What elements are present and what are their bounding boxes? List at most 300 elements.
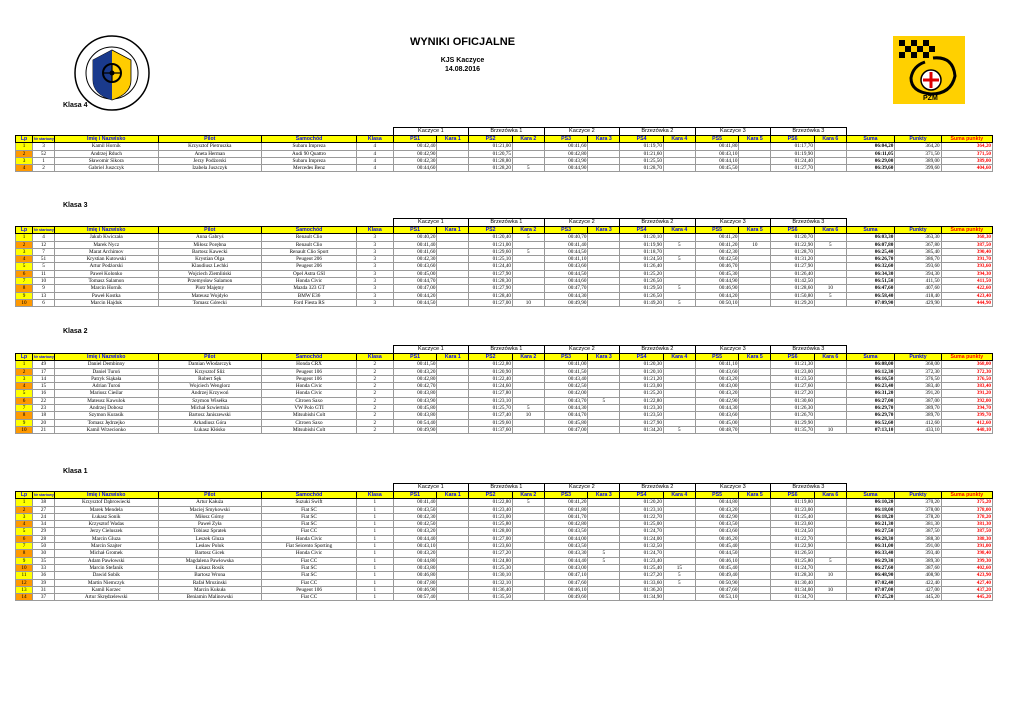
event-name: KJS Kaczyce xyxy=(440,57,485,64)
cell-ps3: 00:49,60 xyxy=(544,594,588,601)
column-header-sum-time: Suma xyxy=(846,227,895,234)
stage-group-header: Kaczyce 2 xyxy=(544,484,620,492)
cell-kara3 xyxy=(588,543,620,550)
cell-ps6: 01:30,40 xyxy=(771,579,815,586)
cell-ps1: 00:43,20 xyxy=(393,550,437,557)
cell-lp: 10 xyxy=(16,564,33,571)
column-header-total-points: Suma punkty xyxy=(941,227,992,234)
cell-start-number: 22 xyxy=(33,397,55,404)
cell-kara5 xyxy=(739,405,771,412)
cell-start-number: 10 xyxy=(33,278,55,285)
cell-kara5 xyxy=(739,165,771,172)
cell-ps1: 00:43,60 xyxy=(393,263,437,270)
column-header-lp: Lp xyxy=(16,136,33,143)
cell-ps5: 00:44,10 xyxy=(695,157,739,164)
cell-points: 389,70 xyxy=(895,412,941,419)
table-row xyxy=(16,594,993,601)
cell-kara3 xyxy=(588,241,620,248)
results-table xyxy=(15,218,993,307)
cell-kara3: 5 xyxy=(588,397,620,404)
cell-sum-time: 06:07,80 xyxy=(846,241,895,248)
cell-ps3: 00:44,70 xyxy=(544,412,588,419)
cell-points: 387,00 xyxy=(895,397,941,404)
cell-ps3: 00:41,50 xyxy=(544,368,588,375)
table-row xyxy=(16,521,993,528)
cell-ps1: 00:45,80 xyxy=(393,405,437,412)
table-row xyxy=(16,550,993,557)
cell-ps6: 01:27,20 xyxy=(771,390,815,397)
cell-ps1: 00:44,40 xyxy=(393,535,437,542)
stage-group-header: Brzezówka 2 xyxy=(620,484,696,492)
cell-ps6: 01:26,40 xyxy=(771,270,815,277)
cell-kara6: 10 xyxy=(814,586,846,593)
cell-kara4 xyxy=(663,412,695,419)
cell-kara1 xyxy=(437,375,469,382)
cell-ps6: 01:21,30 xyxy=(771,361,815,368)
results-table xyxy=(15,483,993,601)
cell-kara6: 5 xyxy=(814,292,846,299)
cell-points: 389,30 xyxy=(895,557,941,564)
table-row xyxy=(16,263,993,270)
cell-ps3: 00:49,90 xyxy=(544,299,588,306)
cell-ps2: 01:23,40 xyxy=(469,506,513,513)
cell-kara6 xyxy=(814,278,846,285)
cell-total-points: 371,50 xyxy=(941,150,992,157)
stage-group-header: Kaczyce 3 xyxy=(695,484,771,492)
cell-sum-time: 06:27,60 xyxy=(846,564,895,571)
cell-ps5: 00:43,60 xyxy=(695,528,739,535)
cell-ps3: 00:43,00 xyxy=(544,564,588,571)
column-header-kara4: Kara 4 xyxy=(663,354,695,361)
cell-lp: 14 xyxy=(16,594,33,601)
cell-ps6: 01:30,60 xyxy=(771,397,815,404)
cell-sum-time: 06:26,70 xyxy=(846,256,895,263)
cell-sum-time: 06:29,70 xyxy=(846,405,895,412)
cell-total-points: 411,50 xyxy=(941,278,992,285)
cell-total-points: 364,20 xyxy=(941,143,992,150)
cell-total-points: 383,40 xyxy=(941,383,992,390)
cell-class: 4 xyxy=(357,150,394,157)
cell-ps4: 01:33,60 xyxy=(620,579,664,586)
cell-kara5 xyxy=(739,375,771,382)
cell-kara5 xyxy=(739,528,771,535)
cell-ps3: 00:47,60 xyxy=(544,579,588,586)
cell-class: 3 xyxy=(357,299,394,306)
cell-car: Peugeot 106 xyxy=(262,586,357,593)
cell-kara5 xyxy=(739,572,771,579)
cell-kara1 xyxy=(437,499,469,506)
cell-kara2 xyxy=(512,375,544,382)
cell-car: Peugeot 206 xyxy=(262,256,357,263)
cell-kara6 xyxy=(814,412,846,419)
column-header-ps6: PS6 xyxy=(771,492,815,499)
cell-total-points: 391,00 xyxy=(941,543,992,550)
column-header-ps5: PS5 xyxy=(695,354,739,361)
cell-pilot-name: Leszek Gluza xyxy=(158,535,262,542)
cell-class: 1 xyxy=(357,535,394,542)
cell-kara5 xyxy=(739,586,771,593)
cell-driver-name: Marcin Hajduk xyxy=(54,299,158,306)
cell-ps6: 01:42,50 xyxy=(771,278,815,285)
cell-ps5: 00:43,10 xyxy=(695,150,739,157)
cell-ps4: 01:23,00 xyxy=(620,383,664,390)
cell-ps1: 00:46,90 xyxy=(393,586,437,593)
cell-class: 2 xyxy=(357,419,394,426)
cell-kara5 xyxy=(739,234,771,241)
cell-sum-time: 06:16,50 xyxy=(846,375,895,382)
cell-sum-time: 07:07,00 xyxy=(846,586,895,593)
cell-ps4: 01:22,70 xyxy=(620,513,664,520)
cell-points: 381,30 xyxy=(895,521,941,528)
cell-ps1: 00:47,80 xyxy=(393,579,437,586)
cell-kara4 xyxy=(663,499,695,506)
cell-pilot-name: Bartosz Gicek xyxy=(158,550,262,557)
cell-kara3 xyxy=(588,528,620,535)
cell-ps4: 01:23,30 xyxy=(620,405,664,412)
cell-points: 387,50 xyxy=(895,528,941,535)
cell-kara1 xyxy=(437,292,469,299)
cell-ps2: 01:37,60 xyxy=(469,426,513,433)
cell-pilot-name: Łukasz Rosik xyxy=(158,564,262,571)
cell-ps4: 01:24,70 xyxy=(620,528,664,535)
cell-kara4 xyxy=(663,521,695,528)
table-row xyxy=(16,270,993,277)
cell-ps1: 00:49,90 xyxy=(393,426,437,433)
cell-kara2 xyxy=(512,564,544,571)
cell-kara1 xyxy=(437,157,469,164)
cell-kara6 xyxy=(814,513,846,520)
cell-pilot-name: Bartosz Wrona xyxy=(158,572,262,579)
cell-kara6 xyxy=(814,150,846,157)
cell-kara2: 5 xyxy=(512,499,544,506)
cell-lp: 10 xyxy=(16,299,33,306)
column-header-kara6: Kara 6 xyxy=(814,354,846,361)
cell-ps1: 00:42,40 xyxy=(393,143,437,150)
cell-sum-time: 06:04,20 xyxy=(846,143,895,150)
cell-ps4: 01:23,10 xyxy=(620,506,664,513)
cell-ps1: 00:43,80 xyxy=(393,564,437,571)
cell-ps5: 00:44,30 xyxy=(695,405,739,412)
cell-kara5 xyxy=(739,248,771,255)
cell-kara3 xyxy=(588,368,620,375)
cell-ps2: 01:27,40 xyxy=(469,412,513,419)
cell-points: 385,40 xyxy=(895,248,941,255)
cell-sum-time: 06:08,00 xyxy=(846,361,895,368)
cell-points: 391,00 xyxy=(895,543,941,550)
cell-kara1 xyxy=(437,390,469,397)
cell-driver-name: Andrzej Rduch xyxy=(54,150,158,157)
cell-kara1 xyxy=(437,405,469,412)
cell-ps5: 00:50,90 xyxy=(695,579,739,586)
cell-ps2: 01:27,80 xyxy=(469,390,513,397)
cell-kara2 xyxy=(512,390,544,397)
cell-kara6 xyxy=(814,390,846,397)
cell-kara6 xyxy=(814,143,846,150)
column-header-ps3: PS3 xyxy=(544,354,588,361)
cell-sum-time: 06:52,60 xyxy=(846,419,895,426)
stage-group-header: Kaczyce 1 xyxy=(393,484,469,492)
cell-ps6: 01:27,70 xyxy=(771,165,815,172)
cell-kara5 xyxy=(739,419,771,426)
cell-start-number: 24 xyxy=(33,513,55,520)
cell-kara1 xyxy=(437,543,469,550)
cell-ps5: 00:42,90 xyxy=(695,397,739,404)
cell-kara1 xyxy=(437,248,469,255)
cell-ps4: 01:26,50 xyxy=(620,278,664,285)
cell-ps3: 00:44,30 xyxy=(544,292,588,299)
cell-kara1 xyxy=(437,579,469,586)
cell-kara5 xyxy=(739,361,771,368)
cell-kara2: 5 xyxy=(512,234,544,241)
cell-kara5 xyxy=(739,535,771,542)
cell-kara6 xyxy=(814,579,846,586)
cell-kara2 xyxy=(512,557,544,564)
cell-ps4: 01:25,20 xyxy=(620,390,664,397)
cell-kara1 xyxy=(437,426,469,433)
cell-points: 371,50 xyxy=(895,150,941,157)
column-header-points: Punkty xyxy=(895,354,941,361)
cell-ps6: 01:29,20 xyxy=(771,299,815,306)
cell-kara2 xyxy=(512,292,544,299)
cell-total-points: 390,40 xyxy=(941,248,992,255)
cell-sum-time: 06:33,40 xyxy=(846,550,895,557)
cell-class: 4 xyxy=(357,143,394,150)
cell-ps6: 01:28,70 xyxy=(771,248,815,255)
column-header-kara5: Kara 5 xyxy=(739,227,771,234)
cell-points: 411,50 xyxy=(895,278,941,285)
cell-ps3: 00:41,60 xyxy=(544,143,588,150)
cell-kara1 xyxy=(437,165,469,172)
cell-ps5: 00:43,20 xyxy=(695,390,739,397)
class-label: Klasa 3 xyxy=(63,202,88,209)
cell-kara2 xyxy=(512,579,544,586)
table-row xyxy=(16,543,993,550)
cell-sum-time: 06:39,60 xyxy=(846,165,895,172)
cell-ps5: 00:49,40 xyxy=(695,572,739,579)
cell-lp: 8 xyxy=(16,550,33,557)
cell-ps4: 01:24,70 xyxy=(620,550,664,557)
cell-ps4: 01:21,20 xyxy=(620,375,664,382)
cell-kara6 xyxy=(814,263,846,270)
cell-start-number: 5 xyxy=(33,263,55,270)
column-header-kara3: Kara 3 xyxy=(588,136,620,143)
column-header-class: Klasa xyxy=(357,136,394,143)
cell-lp: 1 xyxy=(16,499,33,506)
table-row xyxy=(16,412,993,419)
cell-kara3 xyxy=(588,278,620,285)
cell-pilot-name: Mateusz Wojdyło xyxy=(158,292,262,299)
cell-ps5: 00:46,10 xyxy=(695,557,739,564)
column-header-sum-time: Suma xyxy=(846,136,895,143)
column-header-car: Samochód xyxy=(262,492,357,499)
cell-kara4 xyxy=(663,513,695,520)
cell-kara4 xyxy=(663,263,695,270)
cell-lp: 9 xyxy=(16,419,33,426)
cell-ps1: 00:42,30 xyxy=(393,513,437,520)
column-header-ps6: PS6 xyxy=(771,136,815,143)
cell-ps3: 00:43,50 xyxy=(544,543,588,550)
stage-group-header: Kaczyce 3 xyxy=(695,128,771,136)
cell-ps3: 00:41,40 xyxy=(544,241,588,248)
cell-ps1: 00:42,50 xyxy=(393,521,437,528)
cell-ps4: 01:27,90 xyxy=(620,419,664,426)
cell-kara4: 5 xyxy=(663,299,695,306)
cell-ps2: 01:25,70 xyxy=(469,405,513,412)
cell-points: 389,70 xyxy=(895,405,941,412)
cell-points: 364,20 xyxy=(895,143,941,150)
table-row xyxy=(16,564,993,571)
cell-lp: 3 xyxy=(16,157,33,164)
cell-car: Fiat CC xyxy=(262,579,357,586)
cell-ps1: 00:42,70 xyxy=(393,383,437,390)
cell-ps2: 01:24,40 xyxy=(469,263,513,270)
table-row xyxy=(16,165,993,172)
cell-points: 378,00 xyxy=(895,506,941,513)
cell-ps3: 00:42,00 xyxy=(544,390,588,397)
column-header-driver-name: Imię i Nazwisko xyxy=(54,354,158,361)
cell-kara4 xyxy=(663,557,695,564)
cell-ps2: 01:20,75 xyxy=(469,150,513,157)
cell-ps2: 01:29,60 xyxy=(469,248,513,255)
cell-class: 4 xyxy=(357,157,394,164)
cell-kara5 xyxy=(739,150,771,157)
cell-start-number: 20 xyxy=(33,419,55,426)
cell-start-number: 36 xyxy=(33,572,55,579)
cell-ps2: 01:35,50 xyxy=(469,594,513,601)
cell-ps6: 01:27,90 xyxy=(771,263,815,270)
cell-total-points: 375,20 xyxy=(941,499,992,506)
cell-pilot-name: Wojciech Ziemliński xyxy=(158,270,262,277)
cell-points: 372,30 xyxy=(895,368,941,375)
cell-class: 1 xyxy=(357,521,394,528)
cell-ps2: 01:25,80 xyxy=(469,521,513,528)
cell-total-points: 399,30 xyxy=(941,557,992,564)
cell-kara1 xyxy=(437,594,469,601)
cell-ps2: 01:27,20 xyxy=(469,550,513,557)
cell-lp: 6 xyxy=(16,397,33,404)
cell-kara2 xyxy=(512,368,544,375)
cell-sum-time: 06:25,40 xyxy=(846,248,895,255)
cell-ps2: 01:28,20 xyxy=(469,165,513,172)
cell-ps5: 00:43,60 xyxy=(695,368,739,375)
cell-start-number: 27 xyxy=(33,506,55,513)
cell-driver-name: Dawid Sobik xyxy=(54,572,158,579)
column-header-kara4: Kara 4 xyxy=(663,227,695,234)
cell-total-points: 399,70 xyxy=(941,412,992,419)
cell-ps5: 00:43,60 xyxy=(695,412,739,419)
table-row xyxy=(16,405,993,412)
cell-kara6 xyxy=(814,165,846,172)
cell-ps1: 00:41,60 xyxy=(393,248,437,255)
cell-ps1: 00:43,20 xyxy=(393,528,437,535)
class-label: Klasa 2 xyxy=(63,328,88,335)
cell-driver-name: Szymon Kurasik xyxy=(54,412,158,419)
column-header-class: Klasa xyxy=(357,227,394,234)
cell-class: 2 xyxy=(357,390,394,397)
stage-group-header: Kaczyce 2 xyxy=(544,219,620,227)
cell-kara4 xyxy=(663,278,695,285)
cell-ps3: 00:40,70 xyxy=(544,234,588,241)
cell-driver-name: Marcin Hornik xyxy=(54,285,158,292)
cell-ps6: 01:23,50 xyxy=(771,375,815,382)
column-header-points: Punkty xyxy=(895,227,941,234)
cell-pilot-name: Miłosz Górny xyxy=(158,513,262,520)
cell-total-points: 388,30 xyxy=(941,535,992,542)
cell-ps3: 00:44,90 xyxy=(544,165,588,172)
table-row xyxy=(16,419,993,426)
column-header-kara5: Kara 5 xyxy=(739,354,771,361)
cell-start-number: 3 xyxy=(33,143,55,150)
cell-points: 418,40 xyxy=(895,292,941,299)
cell-ps5: 00:41,10 xyxy=(695,361,739,368)
cell-points: 376,50 xyxy=(895,375,941,382)
cell-lp: 1 xyxy=(16,143,33,150)
cell-ps4: 01:20,20 xyxy=(620,499,664,506)
cell-points: 427,00 xyxy=(895,586,941,593)
cell-kara2: 10 xyxy=(512,299,544,306)
cell-kara3 xyxy=(588,412,620,419)
cell-class: 2 xyxy=(357,368,394,375)
cell-driver-name: Mariusz Cieślar xyxy=(54,390,158,397)
cell-kara5 xyxy=(739,550,771,557)
cell-sum-time: 06:34,30 xyxy=(846,270,895,277)
cell-start-number: 38 xyxy=(33,499,55,506)
cell-kara4 xyxy=(663,397,695,404)
column-header-ps2: PS2 xyxy=(469,227,513,234)
cell-class: 1 xyxy=(357,499,394,506)
cell-kara4: 5 xyxy=(663,579,695,586)
cell-class: 3 xyxy=(357,234,394,241)
cell-kara4 xyxy=(663,165,695,172)
cell-car: VW Polo GTI xyxy=(262,405,357,412)
column-header-ps1: PS1 xyxy=(393,227,437,234)
cell-kara5: 10 xyxy=(739,241,771,248)
cell-ps4: 01:28,70 xyxy=(620,165,664,172)
column-header-points: Punkty xyxy=(895,136,941,143)
cell-ps5: 00:50,10 xyxy=(695,299,739,306)
cell-points: 378,20 xyxy=(895,513,941,520)
cell-start-number: 28 xyxy=(33,535,55,542)
table-row xyxy=(16,506,993,513)
cell-driver-name: Marcin Gluza xyxy=(54,535,158,542)
cell-lp: 9 xyxy=(16,557,33,564)
cell-pilot-name: Krystian Olga xyxy=(158,256,262,263)
cell-driver-name: Marat Archimov xyxy=(54,248,158,255)
cell-points: 408,90 xyxy=(895,572,941,579)
cell-car: Fiat SC xyxy=(262,513,357,520)
cell-kara5 xyxy=(739,278,771,285)
cell-ps1: 00:44,70 xyxy=(393,278,437,285)
cell-start-number: 21 xyxy=(33,426,55,433)
table-row xyxy=(16,285,993,292)
cell-kara3 xyxy=(588,579,620,586)
column-header-ps5: PS5 xyxy=(695,227,739,234)
cell-kara1 xyxy=(437,513,469,520)
cell-lp: 5 xyxy=(16,390,33,397)
cell-pilot-name: Tobiasz Spratek xyxy=(158,528,262,535)
cell-class: 1 xyxy=(357,572,394,579)
column-header-kara2: Kara 2 xyxy=(512,227,544,234)
cell-kara3 xyxy=(588,426,620,433)
cell-car: Mazda 323 GT xyxy=(262,285,357,292)
cell-kara4: 5 xyxy=(663,285,695,292)
cell-kara5 xyxy=(739,557,771,564)
cell-kara5 xyxy=(739,521,771,528)
cell-ps1: 00:47,00 xyxy=(393,285,437,292)
cell-class: 2 xyxy=(357,361,394,368)
cell-kara4 xyxy=(663,528,695,535)
cell-ps6: 01:22,90 xyxy=(771,241,815,248)
